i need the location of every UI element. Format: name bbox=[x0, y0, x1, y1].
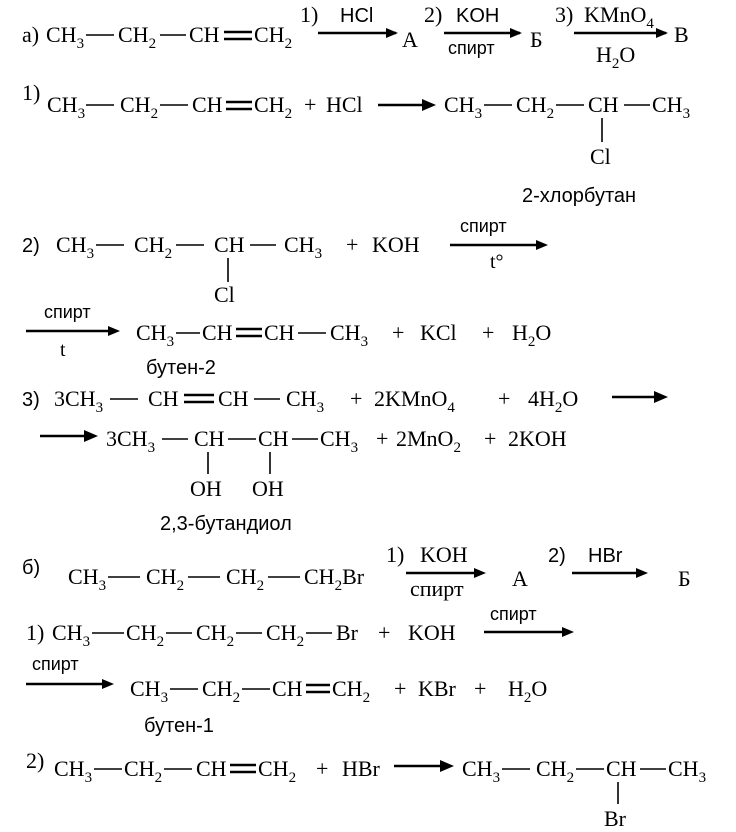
b-step-2 bbox=[26, 748, 706, 831]
step-number: 1) bbox=[300, 2, 319, 27]
chain-ch: CH bbox=[148, 386, 179, 411]
condition-spirt: спирт bbox=[32, 654, 79, 674]
chain-ch2-end: $CH_2$ bbox=[254, 22, 293, 52]
reagent-h2o: $4H_2O$ bbox=[528, 386, 579, 416]
substituent-oh: OH bbox=[190, 476, 222, 501]
reagent-hcl: HCl bbox=[326, 92, 363, 117]
chain-ch3: $CH_3$ bbox=[130, 676, 169, 706]
scheme-b bbox=[22, 542, 691, 601]
chain-ch2: $CH_2$ bbox=[126, 620, 165, 650]
chain-ch: CH bbox=[606, 756, 637, 781]
condition-spirt: спирт bbox=[460, 216, 507, 236]
plus-sign: + bbox=[482, 320, 495, 345]
reagent-kmno4: 2KMnO$_4$ bbox=[374, 386, 455, 416]
reagent-hbr: HBr bbox=[588, 545, 623, 567]
chain-ch2: $CH_2$ bbox=[202, 676, 241, 706]
plus-sign: + bbox=[304, 92, 317, 117]
substituent-oh: OH bbox=[252, 476, 284, 501]
condition-t: t° bbox=[490, 251, 504, 273]
chain-ch: CH bbox=[194, 426, 225, 451]
reagent-hbr: HBr bbox=[342, 756, 380, 781]
chain-ch: CH bbox=[272, 676, 303, 701]
arrow-head bbox=[102, 679, 114, 689]
arrow-head bbox=[474, 568, 486, 578]
compound-name: бутен-2 bbox=[146, 357, 216, 379]
plus-sign: + bbox=[394, 676, 407, 701]
condition-spirt: спирт bbox=[490, 604, 537, 624]
condition-spirt: спирт bbox=[410, 576, 464, 601]
product-koh: 2KOH bbox=[508, 426, 567, 451]
step-number: 3) bbox=[555, 2, 574, 27]
part-a-label: а) bbox=[22, 22, 40, 47]
chain-ch3: $CH_3$ bbox=[330, 320, 369, 350]
chain-ch3: $CH_3$ bbox=[652, 92, 691, 122]
arrow-head bbox=[84, 430, 98, 442]
chain-ch2: $CH_2$ bbox=[266, 620, 305, 650]
product-a: A bbox=[512, 566, 528, 591]
chain-ch2-end: $CH_2$ bbox=[258, 756, 297, 786]
chain-ch: CH bbox=[588, 92, 619, 117]
plus-sign: + bbox=[474, 676, 487, 701]
product-a: A bbox=[402, 27, 418, 52]
chain-ch2: $CH_2$ bbox=[118, 22, 157, 52]
product-mno2: 2MnO$_2$ bbox=[396, 426, 461, 456]
product-b: Б bbox=[530, 27, 543, 52]
plus-sign: + bbox=[346, 232, 359, 257]
plus-sign: + bbox=[350, 386, 363, 411]
chain-ch3: $CH_3$ bbox=[462, 756, 501, 786]
chain-ch3: $CH_3$ bbox=[286, 386, 325, 416]
substituent-cl: Cl bbox=[214, 282, 235, 307]
arrow-head bbox=[386, 28, 398, 38]
condition-spirt: спирт bbox=[44, 302, 91, 322]
step-number: 2) bbox=[548, 545, 566, 567]
chain-ch2: $CH_2$ bbox=[196, 620, 235, 650]
arrow-head bbox=[440, 760, 454, 772]
chain-ch2br: $CH_2Br$ bbox=[304, 564, 365, 594]
chain-ch: CH bbox=[218, 386, 249, 411]
product-v: В bbox=[674, 22, 689, 47]
step-number: 1) bbox=[26, 620, 45, 645]
chain-ch2: $CH_2$ bbox=[516, 92, 555, 122]
chain-ch: CH bbox=[192, 92, 223, 117]
step-number: 2) bbox=[424, 2, 443, 27]
a-step-2 bbox=[22, 216, 551, 379]
chain-ch2: $CH_2$ bbox=[146, 564, 185, 594]
reagent-kmno4: KMnO$_4$ bbox=[584, 2, 654, 32]
chain-ch2: $CH_2$ bbox=[134, 232, 173, 262]
arrow-head bbox=[654, 391, 668, 403]
plus-sign: + bbox=[376, 426, 389, 451]
plus-sign: + bbox=[484, 426, 497, 451]
arrow-head bbox=[422, 99, 436, 111]
chain-ch2-end: $CH_2$ bbox=[332, 676, 371, 706]
step-number: 1) bbox=[22, 80, 41, 105]
substituent-br: Br bbox=[336, 620, 358, 645]
step-number: 2) bbox=[22, 235, 40, 257]
condition-t: t bbox=[60, 339, 66, 361]
step-number: 1) bbox=[386, 542, 405, 567]
product-b: Б bbox=[678, 566, 691, 591]
compound-name: 2,3-бутандиол bbox=[160, 513, 292, 535]
arrow-head bbox=[656, 28, 668, 38]
reagent-koh: KOH bbox=[408, 620, 456, 645]
chain-ch3: $CH_3$ bbox=[52, 620, 91, 650]
chain-ch3: $CH_3$ bbox=[68, 564, 107, 594]
chain-ch3: $CH_3$ bbox=[136, 320, 175, 350]
chain-ch2: $CH_2$ bbox=[226, 564, 265, 594]
arrow-head bbox=[510, 28, 522, 38]
reagent-koh: KOH bbox=[420, 542, 468, 567]
substituent-br: Br bbox=[604, 806, 626, 831]
chain-ch2: $CH_2$ bbox=[536, 756, 575, 786]
plus-sign: + bbox=[498, 386, 511, 411]
byproduct-kbr: KBr bbox=[418, 676, 456, 701]
arrow-head bbox=[562, 627, 574, 637]
substituent-cl: Cl bbox=[590, 144, 611, 169]
scheme-a bbox=[22, 2, 689, 72]
chain-ch: CH bbox=[214, 232, 245, 257]
chain-ch3: $CH_3$ bbox=[284, 232, 323, 262]
chain-ch3: $CH_3$ bbox=[444, 92, 483, 122]
step-number: 3) bbox=[22, 389, 40, 411]
plus-sign: + bbox=[378, 620, 391, 645]
a-step-3 bbox=[22, 386, 668, 535]
chain-ch: CH bbox=[196, 756, 227, 781]
condition-h2o: $H_2O$ bbox=[596, 42, 636, 72]
byproduct-h2o: $H_2O$ bbox=[512, 320, 552, 350]
condition-spirt: спирт bbox=[448, 38, 495, 58]
step-number: 2) bbox=[26, 748, 45, 773]
byproduct-kcl: KCl bbox=[420, 320, 457, 345]
chain-ch: CH bbox=[264, 320, 295, 345]
chain-ch2: $CH_2$ bbox=[124, 756, 163, 786]
reagent-koh: KOH bbox=[372, 232, 420, 257]
chain-ch3: $CH_3$ bbox=[56, 232, 95, 262]
arrow-head bbox=[536, 240, 548, 250]
chain-ch3: $CH_3$ bbox=[54, 756, 93, 786]
chain-ch: CH bbox=[258, 426, 289, 451]
chain-ch3: $CH_3$ bbox=[46, 22, 85, 52]
arrow-head bbox=[636, 568, 648, 578]
reagent-hcl: HCl bbox=[340, 5, 374, 27]
chain-ch2: $CH_2$ bbox=[120, 92, 159, 122]
chain-ch: CH bbox=[189, 22, 220, 47]
chain-ch3: $CH_3$ bbox=[668, 756, 707, 786]
chain-ch3: $CH_3$ bbox=[47, 92, 86, 122]
arrow-head bbox=[108, 326, 120, 336]
plus-sign: + bbox=[316, 756, 329, 781]
compound-name: 2-хлорбутан bbox=[522, 185, 637, 207]
reagent-koh: KOH bbox=[456, 5, 500, 27]
chain-ch3: $CH_3$ bbox=[320, 426, 359, 456]
a-step-1 bbox=[22, 80, 690, 207]
plus-sign: + bbox=[392, 320, 405, 345]
compound-name: бутен-1 bbox=[144, 715, 214, 737]
chain-ch2-end: $CH_2$ bbox=[254, 92, 293, 122]
part-b-label: б) bbox=[22, 557, 41, 579]
byproduct-h2o: $H_2O$ bbox=[508, 676, 548, 706]
chain-ch3: $3CH_3$ bbox=[106, 426, 156, 456]
chain-ch3: $3CH_3$ bbox=[54, 386, 104, 416]
b-step-1 bbox=[26, 604, 574, 737]
chain-ch: CH bbox=[202, 320, 233, 345]
